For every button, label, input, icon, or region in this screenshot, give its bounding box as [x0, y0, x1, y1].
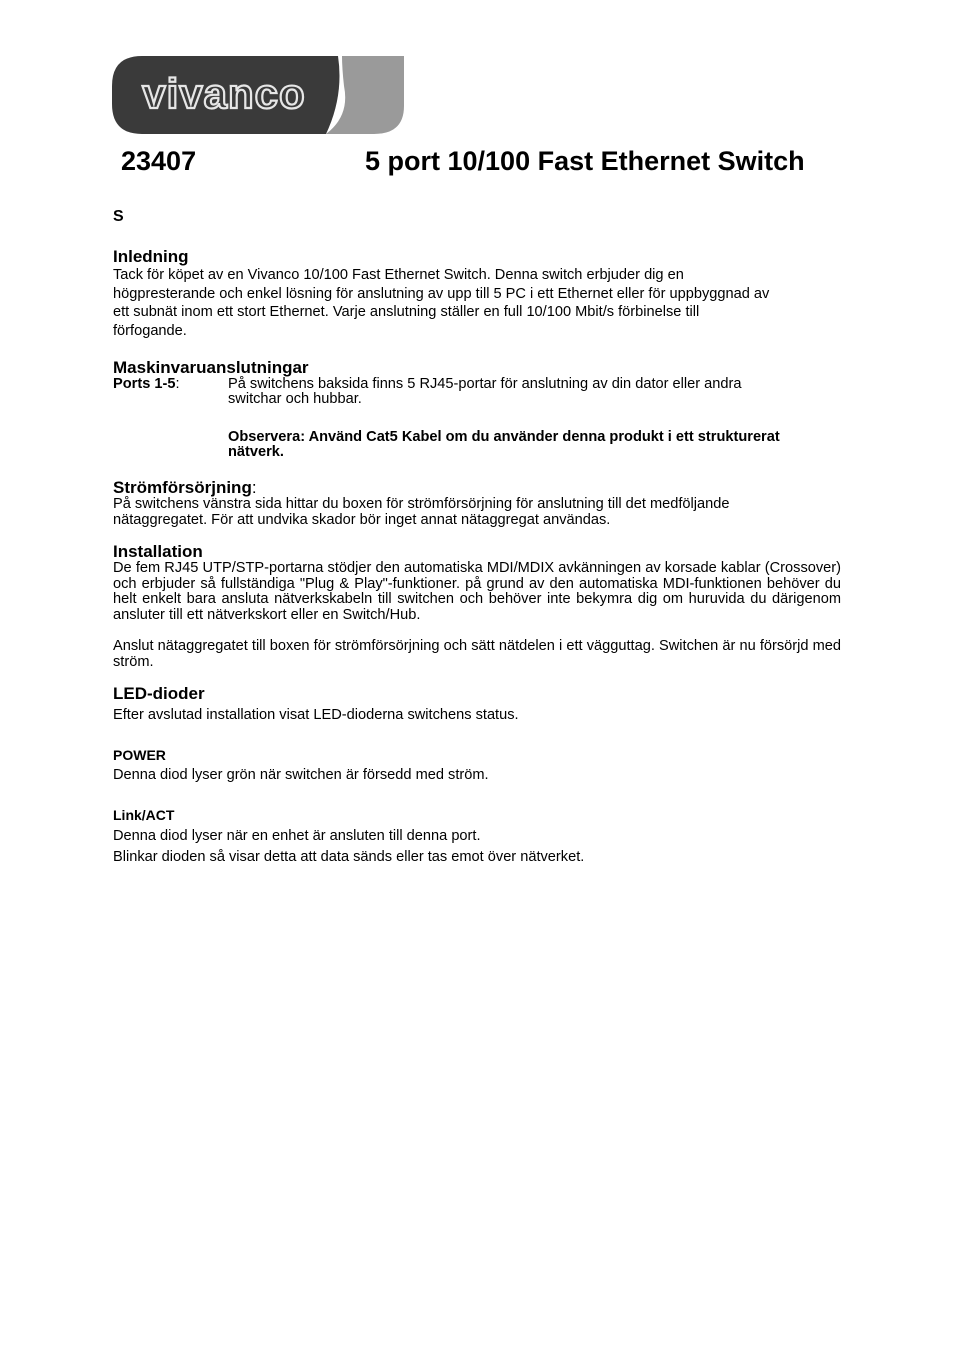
document-title [121, 146, 841, 182]
power-led-title: POWER [113, 746, 166, 763]
led-heading: LED-dioder [113, 684, 205, 703]
ports-label: Ports 1-5: [113, 376, 180, 392]
document-body [113, 208, 841, 868]
intro-line-1: Tack för köpet av en Vivanco 10/100 Fast Ethernet Switch. Denna switch erbjuder dig en [113, 267, 684, 283]
link-led-text-2: Blinkar dioden så visar detta att data sänds eller tas emot över nätverket. [113, 849, 585, 865]
vivanco-logo-graphic [112, 56, 404, 134]
power-section [113, 478, 841, 528]
led-section [113, 684, 841, 868]
vivanco-logo [112, 56, 404, 134]
installation-section [113, 542, 841, 670]
logo-text: vivanco [142, 70, 306, 117]
power-line-1: På switchens vänstra sida hittar du boxen för strömförsörjning för anslutning till det medföljande [113, 496, 730, 512]
intro-line-3: ett subnät inom ett stort Ethernet. Varje anslutning ställer en full 10/100 Mbit/s förbinelse till [113, 304, 700, 320]
intro-heading: Inledning [113, 247, 189, 266]
installation-paragraph-2: Anslut nätaggregatet till boxen för strömförsörjning och sätt nätdelen i ett vägguttag. Switchen är nu försörjd med ström. [113, 638, 841, 670]
power-line-2: nätaggregatet. För att undvika skador bör inget annat nätaggregat användas. [113, 511, 611, 528]
link-led-text-1: Denna diod lyser när en enhet är ansluten till denna port. [113, 828, 481, 844]
link-led-title: Link/ACT [113, 807, 175, 823]
power-heading: Strömförsörjning: [113, 478, 257, 497]
product-name: 5 port 10/100 Fast Ethernet Switch [365, 146, 805, 176]
installation-heading: Installation [113, 542, 203, 561]
power-led-text: Denna diod lyser grön när switchen är försedd med ström. [113, 766, 489, 783]
intro-line-4: förfogande. [113, 322, 187, 339]
intro-section [113, 247, 841, 340]
led-intro: Efter avslutad installation visat LED-dioderna switchens status. [113, 707, 519, 723]
hardware-heading: Maskinvaruanslutningar [113, 358, 309, 377]
language-code: S [113, 208, 124, 225]
hardware-section [113, 358, 841, 460]
ports-row [113, 377, 841, 407]
intro-line-2: högpresterande och enkel lösning för anslutning av upp till 5 PC i ett Ethernet eller för uppbyggnad av [113, 285, 770, 302]
product-number: 23407 [121, 146, 197, 176]
installation-paragraph-1: De fem RJ45 UTP/STP-portarna stödjer den automatiska MDI/MDIX avkänningen av korsade kablar (Crossover) och erbjuder så fullständiga "Plug & Play"-funktioner. på grund av den automatiska MDI-funktionen behöver du helt enkelt bara ansluta nätverkskabeln till switchen och behöver inte bekymra dig om huruvida du därigenom ansluter till ett nätverkskort eller en Switch/Hub. [113, 560, 841, 623]
cable-note: Observera: Använd Cat5 Kabel om du använder denna produkt i ett strukturerat nätverk. [228, 429, 780, 460]
ports-description: På switchens baksida finns 5 RJ45-portar för anslutning av din dator eller andra switchar och hubbar. [228, 376, 742, 407]
